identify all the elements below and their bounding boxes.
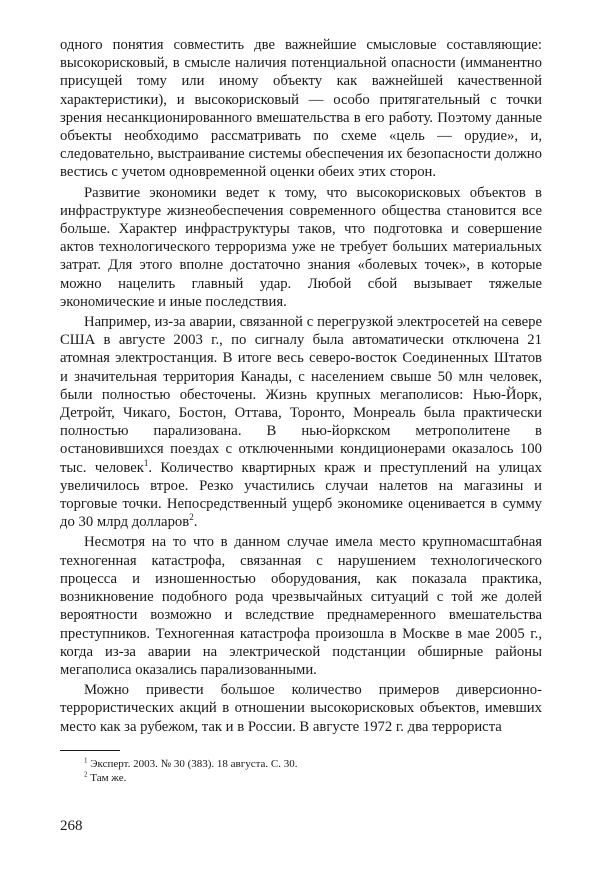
footnote-2-number: 2 xyxy=(84,770,88,779)
paragraph-3-text-end: . xyxy=(193,514,198,531)
paragraph-1-text: одного понятия совместить две важнейшие смысловые составляющие: высокорисковый, в смысле наличия потенциальной опасности (имманентно присущей тому или иному объекту как важнейшей качественной характеристики), и высокорисковый — особо притягательный с точки зрения несанкционированного вмешательства в его работу. Поэтому данные объекты необходимо рассматривать по схеме «цель — орудие», и, следовательно, выстраивание системы обеспечения их безопасности должно вестись с учетом одновременной оценки обеих этих сторон. xyxy=(60,37,542,181)
paragraph-5 xyxy=(60,681,542,736)
footnote-1 xyxy=(84,757,542,771)
footnotes xyxy=(60,757,542,785)
footnote-2 xyxy=(84,771,542,785)
body-text xyxy=(60,36,542,736)
paragraph-4-text: Несмотря на то что в данном случае имела место крупномасштабная техногенная катастрофа, связанная с нарушением технологического процесса и изношенностью оборудования, как показала практика, возникновение подобного рода чрезвычайных ситуаций с той же долей вероятности возможно и вследствие преднамеренного вмешательства преступников. Техногенная катастрофа произошла в Москве в мае 2005 г., когда из-за аварии на электрической подстанции обширные районы мегаполиса оказались парализованными. xyxy=(60,534,542,678)
footnote-separator xyxy=(60,750,120,751)
paragraph-5-text: Можно привести большое количество примеров диверсионно-террористических акций в отношении высокорисковых объектов, имевших место как за рубежом, так и в России. В августе 1972 г. два террориста xyxy=(60,682,542,735)
paragraph-3-text-cont: . Количество квартирных краж и преступлений на улицах увеличилось втрое. Резко участились случаи налетов на магазины и торговые точки. Непосредственный ущерб экономике оценивается в сумму до 30 млрд долларов xyxy=(60,459,542,531)
paragraph-4 xyxy=(60,533,542,679)
footnote-2-text: Там же. xyxy=(90,771,127,784)
paragraph-2-text: Развитие экономики ведет к тому, что высокорисковых объектов в инфраструктуре жизнеобеспечения современного общества становится все больше. Характер инфраструктуры таков, что подготовка и совершение актов технологического терроризма уже не требует больших материальных затрат. Для этого вполне достаточно знания «болевых точек», в которые можно нацелить главный удар. Любой сбой вызывает тяжелые экономические и иные последствия. xyxy=(60,184,542,310)
paragraph-3 xyxy=(60,313,542,531)
footnote-1-text: Эксперт. 2003. № 30 (383). 18 августа. С. 30. xyxy=(90,757,298,770)
page-number: 268 xyxy=(60,818,83,834)
paragraph-2 xyxy=(60,184,542,311)
footnote-ref-2: 2 xyxy=(189,512,194,523)
paragraph-3-text: Например, из-за аварии, связанной с перегрузкой электросетей на севере США в августе 2003 г., по сигналу была автоматически отключена 21 атомная электростанция. В итоге весь северо-восток Соединенных Штатов и значительная территория Канады, с населением свыше 50 млн человек, были полностью обесточены. Жизнь крупных мегаполисов: Нью-Йорк, Детройт, Чикаго, Бостон, Оттава, Торонто, Монреаль была практически полностью парализована. В нью-йоркском метрополитене в остановившихся поездах с отключенными кондиционерами оказалось 100 тыс. человек xyxy=(60,314,542,476)
footnote-ref-1: 1 xyxy=(143,457,149,468)
paragraph-1 xyxy=(60,36,542,182)
footnote-1-number: 1 xyxy=(84,756,88,765)
